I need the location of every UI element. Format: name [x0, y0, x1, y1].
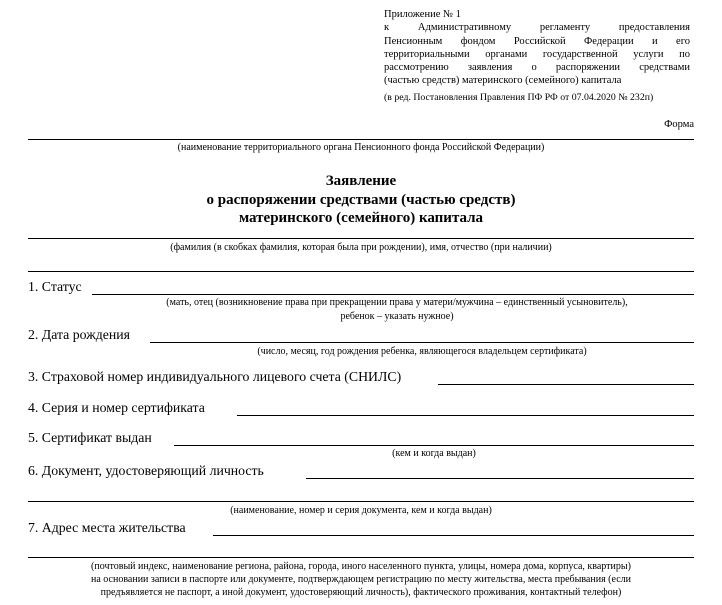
identity-doc-line-2[interactable]: [28, 501, 694, 502]
status-hint: (мать, отец (возникновение права при прекращении права у матери/мужчина – единственный усыновитель),: [166, 297, 628, 308]
full-name-line-2[interactable]: [28, 271, 694, 272]
title-line: материнского (семейного) капитала: [238, 210, 484, 226]
snils-label: 3. Страховой номер индивидуального лицевого счета (СНИЛС): [28, 369, 402, 384]
appendix-text-line: (частью средств) материнского (семейного) капитала: [384, 75, 622, 87]
issued-field[interactable]: [174, 445, 694, 446]
birth-date-field[interactable]: [150, 342, 694, 343]
address-label: 7. Адрес места жительства: [28, 520, 186, 535]
certificate-label: 4. Серия и номер сертификата: [28, 400, 205, 415]
full-name-line[interactable]: [28, 238, 694, 239]
issued-label: 5. Сертификат выдан: [28, 430, 152, 445]
appendix-text-line: рассмотрению заявления о распоряжении средствами: [384, 62, 690, 74]
title-line: о распоряжении средствами (частью средств): [206, 191, 516, 208]
amendment-note: (в ред. Постановления Правления ПФ РФ от 07.04.2020 № 232п): [384, 91, 654, 103]
address-hint-line: предъявляется не паспорт, а иной документ, удостоверяющий личность), фактического проживания, контактный телефон): [100, 587, 622, 598]
status-field[interactable]: [92, 294, 694, 295]
address-hint-line: на основании записи в паспорте или документе, подтверждающем регистрацию по месту жительства, места пребывания (если: [91, 574, 631, 585]
certificate-field[interactable]: [237, 415, 694, 416]
appendix-number: Приложение № 1: [384, 9, 461, 20]
birth-date-label: 2. Дата рождения: [28, 327, 130, 342]
address-hint-line: (почтовый индекс, наименование региона, района, города, иного населенного пункта, улицы, номера дома, корпуса, квартиры): [91, 561, 631, 572]
issued-hint: (кем и когда выдан): [392, 448, 476, 459]
status-label: 1. Статус: [28, 279, 82, 294]
territorial-body-line[interactable]: [28, 139, 694, 140]
territorial-body-hint: (наименование территориального органа Пенсионного фонда Российской Федерации): [177, 142, 545, 153]
appendix-text-line: Пенсионным фондом Российской Федерации и его: [384, 35, 690, 47]
appendix-header: [384, 8, 690, 104]
address-field[interactable]: [213, 535, 694, 536]
address-line-2[interactable]: [28, 557, 694, 558]
appendix-text-line: к Административному регламенту предоставления: [384, 22, 690, 34]
document-title: [0, 172, 722, 228]
full-name-hint: (фамилия (в скобках фамилия, которая была при рождении), имя, отчество (при наличии): [170, 242, 552, 253]
form-label: Форма: [664, 119, 694, 130]
snils-field[interactable]: [438, 384, 694, 385]
address-hint: [28, 560, 694, 599]
identity-doc-label: 6. Документ, удостоверяющий личность: [28, 463, 264, 478]
birth-date-hint: (число, месяц, год рождения ребенка, являющегося владельцем сертификата): [257, 346, 587, 357]
appendix-text-line: территориальными органами государственной услуги по: [384, 48, 690, 60]
status-hint-2: ребенок – указать нужное): [340, 311, 454, 322]
identity-doc-field[interactable]: [306, 478, 694, 479]
title-line: Заявление: [325, 173, 397, 189]
identity-doc-hint: (наименование, номер и серия документа, кем и когда выдан): [230, 505, 492, 516]
